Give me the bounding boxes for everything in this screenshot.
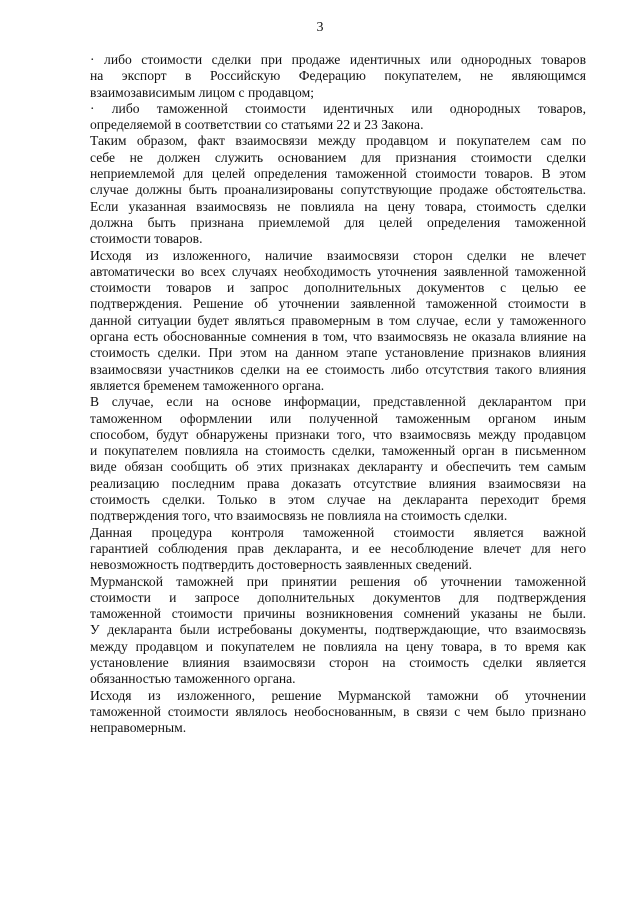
text-line: между продавцом и покупателем не повлияла на цену товара, в то время как [90, 638, 586, 654]
text-line: является бременем таможенного органа. [90, 377, 325, 393]
text-line: себе не должен служить основанием для признания стоимости сделки [90, 149, 586, 165]
document-body [60, 52, 586, 736]
text-line: стоимость сделки. Только в этом случае на декларанта переходит бремя [90, 492, 586, 508]
text-line: стоимости и запросе дополнительных документов для подтверждения [90, 589, 586, 605]
text-line: обязанностью таможенного органа. [90, 671, 296, 687]
text-line: органа есть обоснованные сомнения в том, что взаимосвязь не оказала влияние на [90, 329, 586, 345]
text-line: данной ситуации будет являться правомерным в том случае, если у таможенного [90, 312, 586, 328]
text-line: Мурманской таможней при принятии решения об уточнении таможенной [90, 573, 586, 589]
text-line: стоимости товаров и запрос дополнительных документов с целью ее [90, 280, 586, 296]
text-line: виде обязан сообщить об этих признаках декларанту и обеспечить тем самым [90, 459, 586, 475]
text-line: способом, будут обнаружены признаки того, что взаимосвязь между продавцом [90, 426, 586, 442]
text-line: Исходя из изложенного, решение Мурманской таможни об уточнении [90, 687, 586, 703]
text-line: Данная процедура контроля таможенной стоимости является важной [90, 524, 586, 540]
text-line: таможенной стоимости являлось необоснованным, в связи с чем было признано [90, 703, 586, 719]
text-line: автоматически во всех случаях необходимость уточнения заявленной таможенной [90, 263, 586, 279]
text-line: Исходя из изложенного, наличие взаимосвязи сторон сделки не влечет [90, 247, 586, 263]
paragraph-bullet-customs-value [60, 101, 586, 134]
text-line: подтверждения. Решение об уточнении заявленной таможенной стоимости в [90, 296, 586, 312]
text-line: установление влияния взаимосвязи сторон на стоимость сделки является [90, 654, 586, 670]
paragraph-evidence-of-influence [60, 394, 586, 524]
text-line: взаимозависимым лицом с продавцом; [90, 84, 314, 100]
text-line: таможенном оформлении или полученной таможенным органом иным [90, 410, 586, 426]
paragraph-final-conclusion [60, 688, 586, 737]
paragraph-relationship-fact [60, 133, 586, 247]
paragraph-murmansk-customs [60, 574, 586, 688]
text-line: взаимосвязи участников сделки на ее стоимость либо отсутствия такого влияния [90, 361, 586, 377]
text-line: на экспорт в Российскую Федерацию покупателем, не являющимся [90, 68, 586, 84]
page-number: 3 [316, 20, 324, 35]
text-line: · либо таможенной стоимости идентичных или однородных товаров, [90, 100, 586, 116]
paragraph-relationship-conclusion [60, 248, 586, 395]
text-line: определяемой в соответствии со статьями 22 и 23 Закона. [90, 117, 424, 133]
text-line: У декларанта были истребованы документы, подтверждающие, что взаимосвязь [90, 622, 586, 638]
text-line: невозможность подтвердить достоверность заявленных сведений. [90, 557, 473, 573]
text-line: гарантией соблюдения прав декларанта, и ее несоблюдение влечет для него [90, 540, 586, 556]
text-line: неправомерным. [90, 720, 187, 736]
text-line: и покупателем повлияла на стоимость сделки, таможенный орган в письменном [90, 443, 586, 459]
paragraph-bullet-export-price [60, 52, 586, 101]
text-line: стоимость сделки. При этом на данном этапе установление признаков влияния [90, 345, 586, 361]
text-line: В случае, если на основе информации, представленной декларантом при [90, 394, 586, 410]
text-line: · либо стоимости сделки при продаже идентичных или однородных товаров [90, 52, 586, 67]
text-line: подтверждения того, что взаимосвязь не повлияла на стоимость сделки. [90, 508, 508, 524]
text-line: неприемлемой для целей определения таможенной стоимости товаров. В этом [90, 166, 586, 182]
text-line: должна быть признана приемлемой для целей определения таможенной [90, 214, 586, 230]
paragraph-procedure-guarantee [60, 525, 586, 574]
text-line: таможенной стоимости причины возникновения сомнений указаны не были. [90, 606, 586, 622]
text-line: Таким образом, факт взаимосвязи между продавцом и покупателем сам по [90, 133, 586, 149]
text-line: случае должны быть проанализированы сопутствующие продаже обстоятельства. [90, 182, 586, 198]
text-line: стоимости товаров. [90, 231, 203, 247]
text-line: реализацию последним права доказать отсутствие влияния взаимосвязи на [90, 475, 586, 491]
text-line: Если указанная взаимосвязь не повлияла на цену товара, стоимость сделки [90, 198, 586, 214]
